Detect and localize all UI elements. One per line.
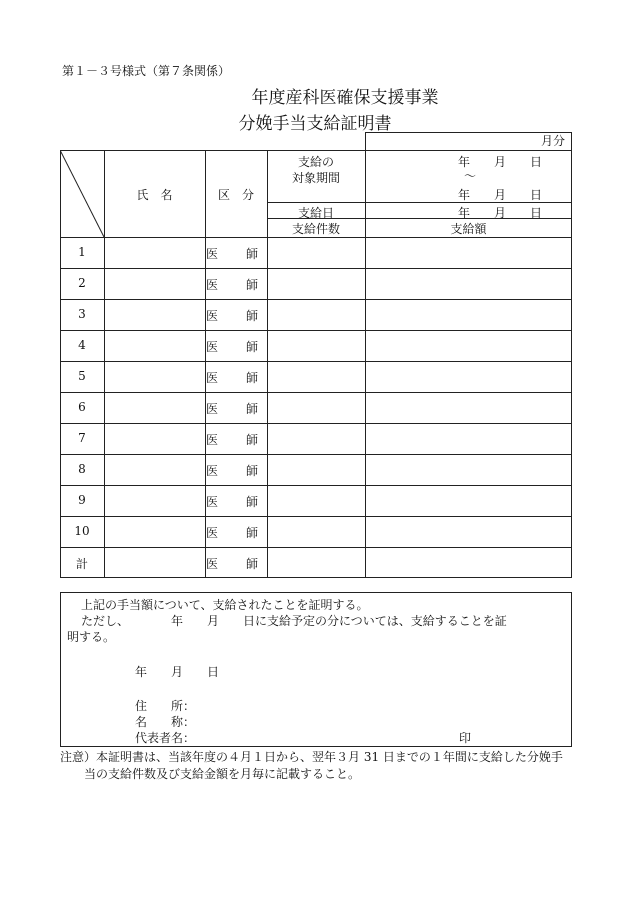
- period-label-1: 支給の: [297, 155, 334, 169]
- row-number: 9: [78, 493, 86, 507]
- row-kubun: 医 師: [205, 402, 266, 416]
- certify-line-3: 明する。: [67, 630, 116, 644]
- certify-rep-label: 代表者名：: [135, 731, 196, 745]
- period-end-date: 年 月 日: [457, 188, 542, 202]
- row-number: 7: [78, 431, 86, 445]
- month-cell: 月分: [365, 132, 572, 150]
- note-line-1: 注意）本証明書は、当該年度の４月１日から、翌年３月 31 日までの１年間に支給した分娩手: [60, 750, 563, 764]
- row-number: 1: [78, 245, 86, 259]
- row-number: 5: [78, 369, 86, 383]
- row-kubun: 医 師: [205, 247, 266, 261]
- certify-date: 年 月 日: [135, 665, 220, 679]
- header-kubun: 区 分: [217, 188, 254, 202]
- row-kubun: 医 師: [205, 464, 266, 478]
- certificate-table: [60, 150, 572, 578]
- row-kubun: 医 師: [205, 371, 266, 385]
- certify-name-label: 名 称：: [135, 715, 196, 729]
- period-tilde: ～: [463, 169, 476, 183]
- header-name: 氏 名: [136, 188, 173, 202]
- period-start-date: 年 月 日: [457, 155, 542, 169]
- row-kubun: 医 師: [205, 340, 266, 354]
- row-number: 2: [78, 276, 86, 290]
- seal-mark: 印: [459, 731, 472, 745]
- row-number: 6: [78, 400, 86, 414]
- row-total: 計: [75, 557, 88, 571]
- row-number: 8: [78, 462, 86, 476]
- row-kubun: 医 師: [205, 557, 266, 571]
- row-number: 10: [74, 524, 90, 538]
- certify-line-1: 上記の手当額について、支給されたことを証明する。: [81, 598, 369, 612]
- title-line-1: 年度産科医確保支援事業: [251, 88, 439, 108]
- amount-label: 支給額: [450, 222, 487, 236]
- row-number: 3: [78, 307, 86, 321]
- pay-date-label: 支給日: [297, 206, 334, 220]
- row-kubun: 医 師: [205, 433, 266, 447]
- pay-date-value: 年 月 日: [457, 206, 542, 220]
- row-number: 4: [78, 338, 86, 352]
- title-line-2: 分娩手当支給証明書: [238, 114, 392, 134]
- count-label: 支給件数: [291, 222, 340, 236]
- row-kubun: 医 師: [205, 495, 266, 509]
- row-kubun: 医 師: [205, 309, 266, 323]
- form-number: 第１－３号様式（第７条関係）: [62, 64, 231, 78]
- row-kubun: 医 師: [205, 526, 266, 540]
- certification-box: [60, 592, 572, 747]
- period-label-2: 対象期間: [291, 171, 340, 185]
- note-line-2: 当の支給件数及び支給金額を月毎に記載すること。: [84, 767, 361, 781]
- row-kubun: 医 師: [205, 278, 266, 292]
- certify-address-label: 住 所：: [135, 699, 196, 713]
- certify-line-2: ただし、 年 月 日に支給予定の分については、支給することを証: [81, 614, 507, 628]
